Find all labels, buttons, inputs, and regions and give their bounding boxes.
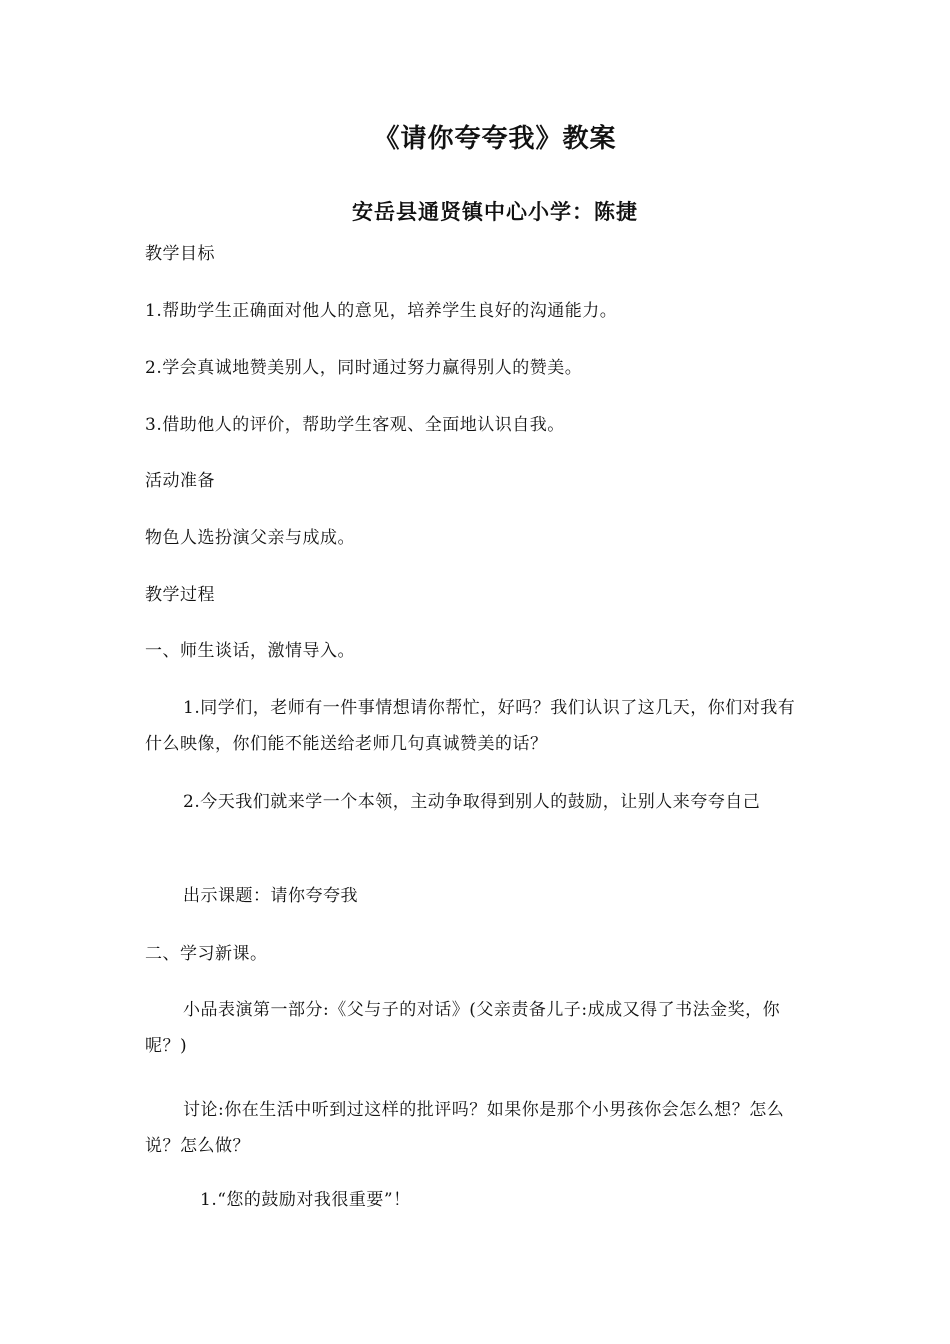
section1-paragraph-1: 1.同学们，老师有一件事情想请你帮忙，好吗？我们认识了这几天，你们对我有什么映像，你们能不能送给老师几句真诚赞美的话？ [145,698,796,754]
section1-paragraph-2: 2.今天我们就来学一个本领，主动争取得到别人的鼓励，让别人来夸夸自己 [183,792,761,812]
section2-item-1: 1.“您的鼓励对我很重要”！ [200,1190,411,1210]
prep-heading: 活动准备 [145,471,215,491]
goal-item-1: 1.帮助学生正确面对他人的意见，培养学生良好的沟通能力。 [145,301,618,321]
section1-heading: 一、师生谈话，激情导入。 [145,641,355,661]
section2-paragraph-2: 讨论:你在生活中听到过这样的批评吗？如果你是那个小男孩你会怎么想？怎么说？怎么做？ [145,1100,785,1156]
show-topic: 出示课题：请你夸夸我 [183,886,358,906]
document-title: 《请你夸夸我》教案 [373,124,617,154]
goal-item-2: 2.学会真诚地赞美别人，同时通过努力赢得别人的赞美。 [145,358,583,378]
document-subtitle: 安岳县通贤镇中心小学：陈捷 [352,199,638,224]
section2-heading: 二、学习新课。 [145,944,268,964]
section2-paragraph-1: 小品表演第一部分:《父与子的对话》(父亲责备儿子:成成又得了书法金奖，你呢？) [145,1000,781,1056]
prep-text: 物色人选扮演父亲与成成。 [145,528,355,548]
goals-heading: 教学目标 [145,244,215,264]
goal-item-3: 3.借助他人的评价，帮助学生客观、全面地认识自我。 [145,415,565,435]
process-heading: 教学过程 [145,585,215,605]
